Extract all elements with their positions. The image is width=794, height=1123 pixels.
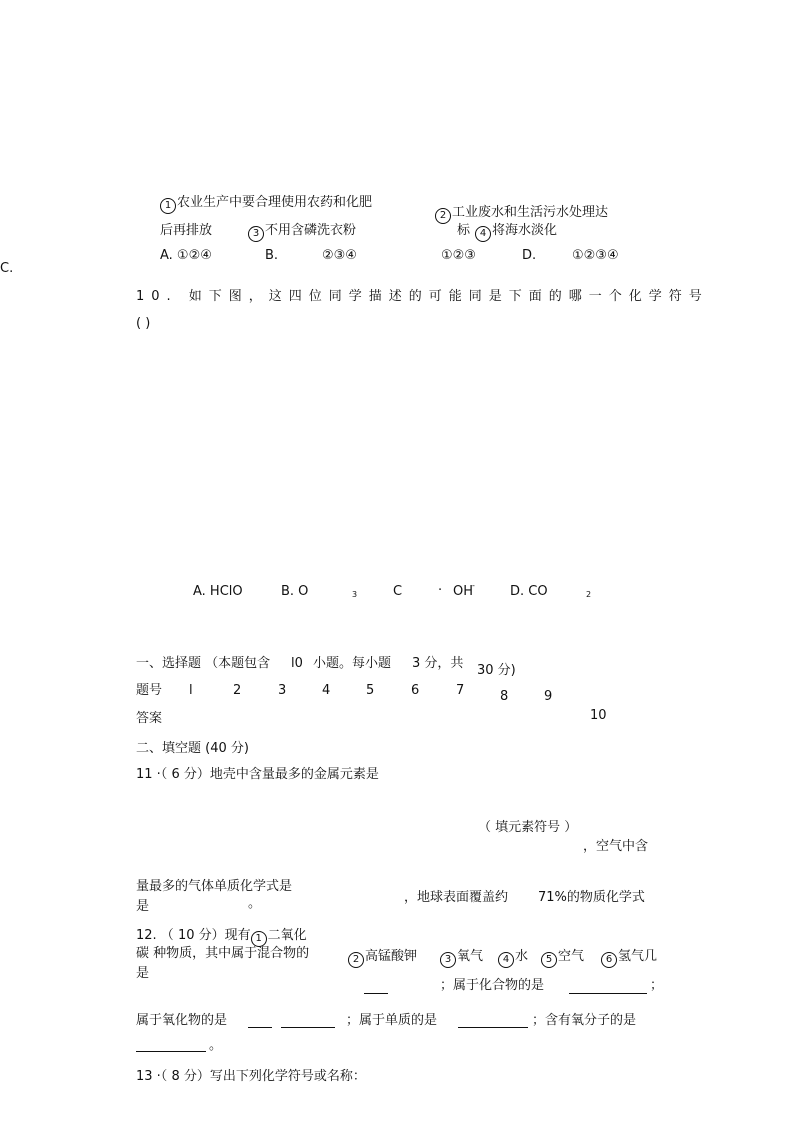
circled-number: 2 [348, 952, 364, 968]
answer-table-number: l [189, 683, 193, 698]
q13-stem: 13 ·（ 8 分）写出下列化学符号或名称： [136, 1069, 366, 1084]
q12-semicolon: ； [650, 978, 664, 993]
q12-element: ；属于单质的是 [346, 1013, 438, 1028]
q11-earth-percent: 71%的物质化学式 [538, 890, 645, 905]
q12-material-4 [498, 950, 528, 968]
answer-blank[interactable] [569, 993, 647, 994]
q12-stem-a [136, 929, 307, 947]
q9-option-1-text: 农业生产中要合理使用农药和化肥 [177, 195, 373, 210]
section1-points-each: 3 分，共 [412, 656, 464, 671]
q11-earth: ，地球表面覆盖约 [404, 890, 509, 905]
answer-table-number: 9 [544, 689, 553, 704]
circled-number: 1 [160, 198, 176, 214]
answer-blank[interactable] [248, 1027, 272, 1028]
circled-number: 4 [475, 226, 491, 242]
q12-material-1: 二氧化 [267, 928, 307, 943]
q12-end: 。 [209, 1038, 223, 1053]
q10-option-a: A. HClO [193, 584, 243, 599]
q12-material-3-text: 氧气 [457, 949, 484, 964]
q9-choice-a: A. ①②④ [160, 248, 212, 263]
answer-table-number: 8 [500, 689, 509, 704]
q10-option-b: B. O [281, 584, 309, 599]
q9-choice-c-value: ①②③ [441, 248, 476, 263]
section1-heading-b: 小题。每小题 [313, 656, 392, 671]
circled-number: 3 [440, 952, 456, 968]
circled-number: 3 [248, 226, 264, 242]
q9-option-2 [435, 206, 608, 224]
answer-table-row-label: 题号 [136, 683, 163, 698]
q11-line3: 量最多的气体单质化学式是 [136, 879, 293, 894]
answer-blank[interactable] [364, 993, 388, 994]
q12-oxide: 属于氧化物的是 [136, 1013, 228, 1028]
q9-choice-d-value: ①②③④ [572, 248, 619, 263]
q12-material-4-text: 水 [515, 949, 529, 964]
section1-heading-a: 一、选择题 （本题包含 [136, 656, 271, 671]
answer-table-number: 3 [278, 683, 287, 698]
q11-hint: （ 填元素符号 ） [478, 820, 578, 835]
answer-table-number: 7 [456, 683, 465, 698]
q10-option-c-dot: · [438, 583, 443, 598]
q10-option-c: C [393, 584, 403, 599]
q9-choice-b-value: ②③④ [322, 248, 357, 263]
section2-heading: 二、填空题 (40 分) [136, 741, 249, 756]
q10-option-d: D. CO [510, 584, 548, 599]
answer-table-number: 10 [590, 708, 607, 723]
q11-air: ，空气中含 [583, 839, 649, 854]
section1-total: 30 分) [477, 663, 516, 678]
q12-compound: ；属于化合物的是 [440, 978, 545, 993]
q11-stem: 11 ·（ 6 分）地壳中含量最多的金属元素是 [136, 767, 379, 782]
q11-dot: 。 [248, 896, 262, 911]
q9-option-3 [248, 224, 356, 242]
section1-count: l0 [291, 656, 303, 671]
answer-table-number: 5 [366, 683, 375, 698]
answer-table-number: 6 [411, 683, 420, 698]
q10-option-d-subscript: 2 [586, 590, 592, 599]
answer-table-number: 4 [322, 683, 331, 698]
q12-material-6 [601, 950, 657, 968]
q9-option-3-text: 不用含磷洗衣粉 [265, 223, 357, 238]
answer-table-number: 2 [233, 683, 242, 698]
q10-option-b-subscript: 3 [352, 590, 358, 599]
circled-number: 4 [498, 952, 514, 968]
q12-material-6-text: 氢气几 [618, 949, 658, 964]
circled-number: 6 [601, 952, 617, 968]
q10-option-c-value: OH [453, 584, 474, 599]
q9-option-2-text: 工业废水和生活污水处理达 [452, 205, 609, 220]
answer-blank[interactable] [458, 1027, 528, 1028]
answer-blank[interactable] [136, 1051, 206, 1052]
q12-material-5 [541, 950, 584, 968]
q12-oxygen-molecule: ；含有氧分子的是 [532, 1013, 637, 1028]
answer-blank[interactable] [281, 1027, 335, 1028]
q9-option-4-text: 将海水淡化 [492, 223, 558, 238]
q9-line2-b: 标 [457, 223, 471, 238]
answer-table-answer-label: 答案 [136, 711, 163, 726]
q12-stem-c: 是 [136, 966, 150, 981]
q12-stem-b: 碳 种物质，其中属于混合物的 [136, 946, 310, 961]
q10-stem: 10. 如下图，这四位同学描述的可能同是下面的哪一个化学符号 [136, 289, 709, 304]
circled-number: 1 [251, 931, 267, 947]
q11-line3b: 是 [136, 899, 150, 914]
q9-option-1 [160, 196, 372, 214]
q9-choice-d-label: D. [522, 248, 537, 263]
q12-material-5-text: 空气 [558, 949, 585, 964]
q9-option-4 [475, 224, 557, 242]
q9-choice-c-label: C. [0, 261, 14, 276]
q12-material-2-text: 高锰酸钾 [365, 949, 418, 964]
q12-material-2 [348, 950, 417, 968]
q12-stem-a-text: 12. （ 10 分）现有 [136, 928, 251, 943]
circled-number: 2 [435, 208, 451, 224]
circled-number: 5 [541, 952, 557, 968]
q9-line2-a: 后再排放 [160, 223, 213, 238]
q10-option-c-superscript: - [472, 581, 475, 590]
q10-paren: ( ) [136, 316, 151, 331]
q12-material-3 [440, 950, 483, 968]
q9-choice-b-label: B. [265, 248, 279, 263]
